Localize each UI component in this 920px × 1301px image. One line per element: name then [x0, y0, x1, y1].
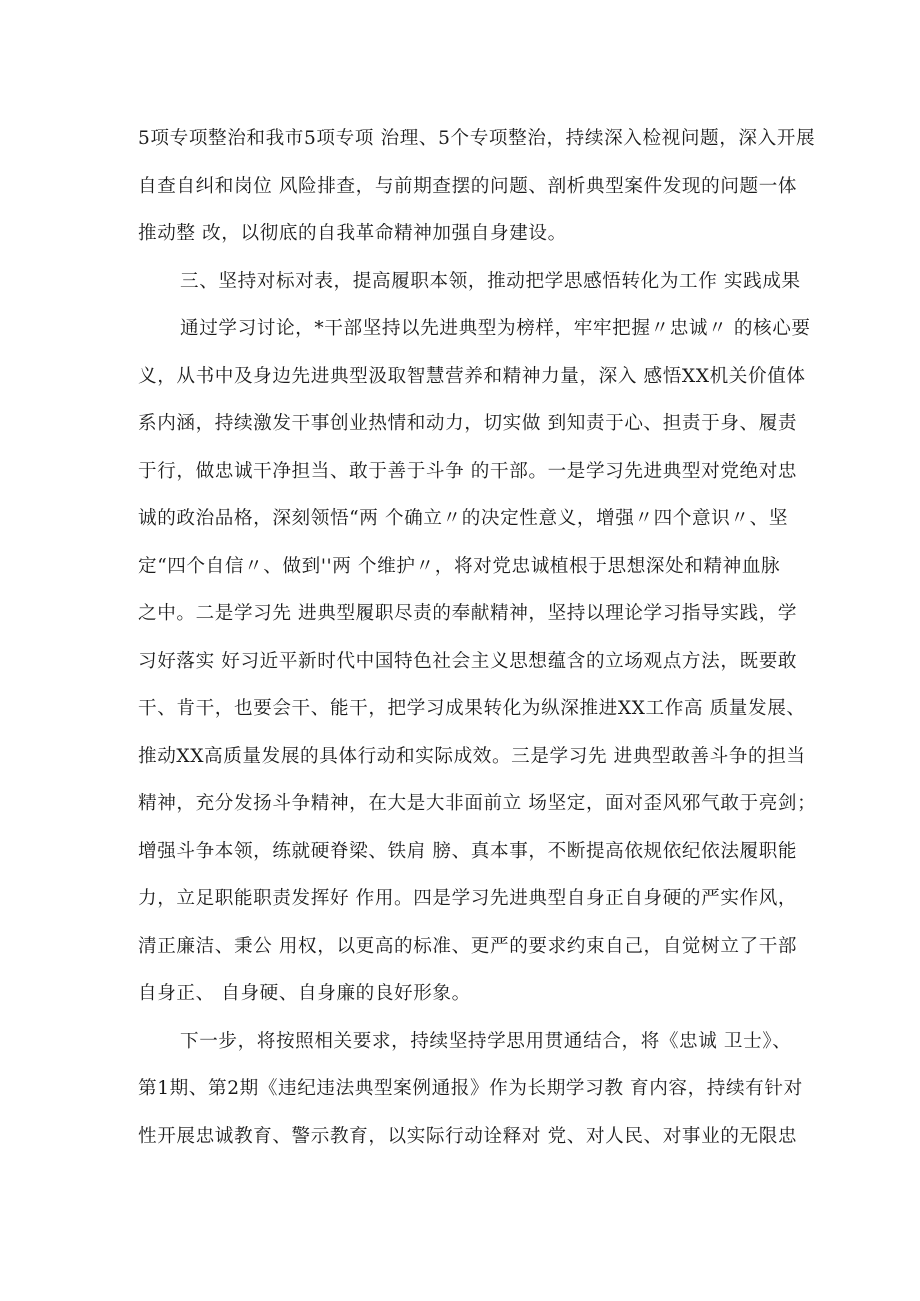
paragraph-1-line-3: 推动整 改，以彻底的自我革命精神加强自身建设。 — [138, 223, 567, 244]
paragraph-2-line-1: 通过学习讨论，*干部坚持以先进典型为榜样，牢牢把握〃忠诚〃 的核心要 — [180, 318, 811, 339]
paragraph-3-line-1: 下一步，将按照相关要求，持续坚持学思用贯通结合，将《忠诚 卫士》、 — [180, 1031, 792, 1052]
paragraph-2-line-15: 自身正、 自身硬、自身廉的良好形象。 — [138, 983, 471, 1004]
paragraph-1-line-2: 自查自纠和岗位 风险排查，与前期查摆的问题、剖析典型案件发现的问题一体 — [138, 176, 798, 197]
paragraph-2-line-14: 清正廉洁、秉公 用权，以更高的标准、更严的要求约束自己，自觉树立了干部 — [138, 936, 798, 957]
paragraph-2-line-13: 力，立足职能职责发挥好 作用。四是学习先进典型自身正自身硬的严实作风， — [138, 888, 798, 909]
paragraph-2-line-6: 定“四个自信〃、做到''两 个维护〃，将对党忠诚植根于思想深处和精神血脉 — [138, 556, 781, 577]
paragraph-2-line-8: 习好落实 好习近平新时代中国特色社会主义思想蕴含的立场观点方法，既要敢 — [138, 651, 798, 672]
paragraph-2-line-9: 干、肯干，也要会干、能干，把学习成果转化为纵深推进XX工作高 质量发展、 — [138, 698, 806, 719]
paragraph-2-line-7: 之中。二是学习先 进典型履职尽责的奉献精神，坚持以理论学习指导实践，学 — [138, 603, 798, 624]
paragraph-2-line-4: 于行，做忠诚干净担当、敢于善于斗争 的干部。一是学习先进典型对党绝对忠 — [138, 461, 798, 482]
paragraph-2-line-5: 诚的政治品格，深刻领悟“两 个确立〃的决定性意义，增强〃四个意识〃、坚 — [138, 508, 789, 529]
section-heading-3: 三、坚持对标对表，提高履职本领，推动把学思感悟转化为工作 实践成果 — [180, 271, 801, 292]
paragraph-1-line-1: 5项专项整治和我市5项专项 治理、5个专项整治，持续深入检视问题，深入开展 — [138, 128, 816, 149]
paragraph-2-line-11: 精神，充分发扬斗争精神，在大是大非面前立 场坚定，面对歪风邪气敢于亮剑； — [138, 793, 817, 814]
paragraph-2-line-2: 义，从书中及身边先进典型汲取智慧营养和精神力量，深入 感悟XX机关价值体 — [138, 366, 806, 387]
paragraph-3-line-3: 性开展忠诚教育、警示教育，以实际行动诠释对 党、对人民、对事业的无限忠 — [138, 1126, 798, 1147]
paragraph-3-line-2: 第1期、第2期《违纪违法典型案例通报》作为长期学习教 育内容，持续有针对 — [138, 1078, 803, 1099]
paragraph-2-line-3: 系内涵，持续激发干事创业热情和动力，切实做 到知责于心、担责于身、履责 — [138, 413, 798, 434]
paragraph-2-line-10: 推动XX高质量发展的具体行动和实际成效。三是学习先 进典型敢善斗争的担当 — [138, 746, 806, 767]
paragraph-2-line-12: 增强斗争本领，练就硬脊梁、铁肩 膀、真本事，不断提高依规依纪依法履职能 — [138, 841, 798, 862]
